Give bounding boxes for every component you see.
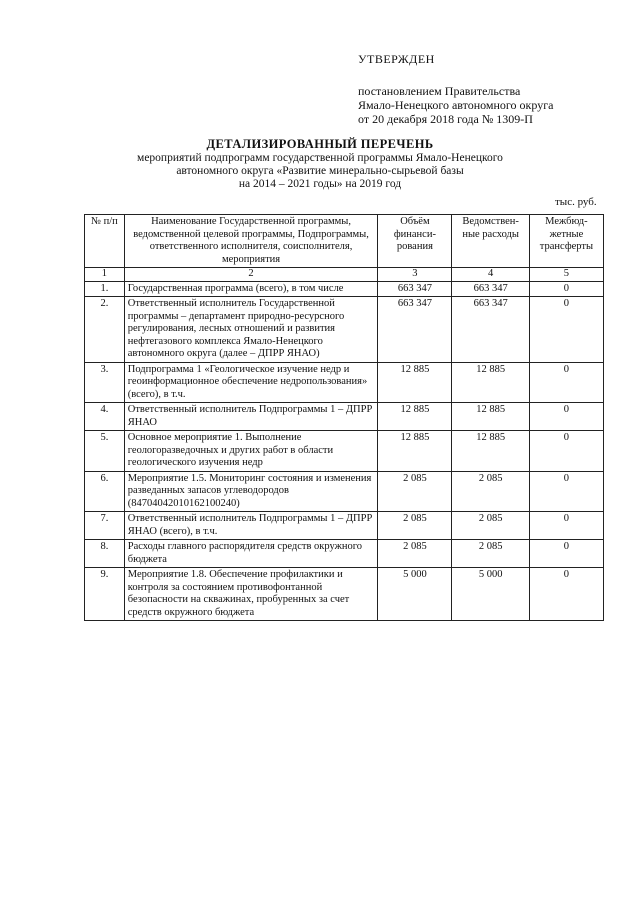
row-number: 5. bbox=[85, 431, 125, 472]
row-volume: 663 347 bbox=[378, 281, 452, 297]
subtitle-line: на 2014 – 2021 годы» на 2019 год bbox=[238, 178, 402, 190]
row-volume: 663 347 bbox=[378, 297, 452, 363]
row-transfers: 0 bbox=[529, 471, 603, 512]
row-number: 8. bbox=[85, 540, 125, 568]
row-departmental: 2 085 bbox=[452, 471, 529, 512]
row-number: 4. bbox=[85, 403, 125, 431]
row-name: Основное мероприятие 1. Выполнение геологоразведочных и других работ в области геологического изучения недр bbox=[124, 431, 378, 472]
row-departmental: 12 885 bbox=[452, 403, 529, 431]
table-row bbox=[85, 362, 604, 403]
approval-line: от 20 декабря 2018 года № 1309-П bbox=[358, 112, 533, 126]
row-departmental: 12 885 bbox=[452, 362, 529, 403]
row-name: Ответственный исполнитель Подпрограммы 1 – ДПРР ЯНАО bbox=[124, 403, 378, 431]
row-number: 1. bbox=[85, 281, 125, 297]
row-departmental: 663 347 bbox=[452, 297, 529, 363]
row-volume: 12 885 bbox=[378, 403, 452, 431]
row-transfers: 0 bbox=[529, 281, 603, 297]
row-departmental: 663 347 bbox=[452, 281, 529, 297]
row-volume: 2 085 bbox=[378, 471, 452, 512]
row-name: Мероприятие 1.5. Мониторинг состояния и изменения разведанных запасов углеводородов (84704042010162100240) bbox=[124, 471, 378, 512]
units-label: тыс. руб. bbox=[555, 196, 597, 208]
row-departmental: 2 085 bbox=[452, 540, 529, 568]
approval-line: Ямало-Ненецкого автономного округа bbox=[358, 98, 554, 112]
header-volume: Объём финанси-рования bbox=[378, 215, 452, 268]
row-number: 2. bbox=[85, 297, 125, 363]
subtitle-line: автономного округа «Развитие минерально-сырьевой базы bbox=[176, 165, 464, 177]
approval-word: УТВЕРЖДЕН bbox=[358, 52, 435, 66]
header-name: Наименование Государственной программы, ведомственной целевой программы, Подпрограммы, ответственного исполнителя, соисполнителя, мероприятия bbox=[124, 215, 378, 268]
row-number: 9. bbox=[85, 568, 125, 621]
row-departmental: 2 085 bbox=[452, 512, 529, 540]
row-departmental: 5 000 bbox=[452, 568, 529, 621]
row-number: 6. bbox=[85, 471, 125, 512]
row-transfers: 0 bbox=[529, 512, 603, 540]
document-title: ДЕТАЛИЗИРОВАННЫЙ ПЕРЕЧЕНЬ bbox=[206, 137, 434, 151]
row-transfers: 0 bbox=[529, 431, 603, 472]
column-index: 3 bbox=[378, 268, 452, 282]
column-index-row bbox=[85, 268, 604, 282]
table-row bbox=[85, 512, 604, 540]
row-volume: 12 885 bbox=[378, 362, 452, 403]
column-index: 5 bbox=[529, 268, 603, 282]
row-number: 3. bbox=[85, 362, 125, 403]
column-index: 1 bbox=[85, 268, 125, 282]
row-volume: 2 085 bbox=[378, 512, 452, 540]
table-row bbox=[85, 281, 604, 297]
table-row bbox=[85, 540, 604, 568]
row-name: Государственная программа (всего), в том числе bbox=[124, 281, 378, 297]
row-volume: 12 885 bbox=[378, 431, 452, 472]
table-header-row bbox=[85, 215, 604, 268]
row-number: 7. bbox=[85, 512, 125, 540]
header-num: № п/п bbox=[85, 215, 125, 268]
column-index: 2 bbox=[124, 268, 378, 282]
row-transfers: 0 bbox=[529, 362, 603, 403]
row-volume: 5 000 bbox=[378, 568, 452, 621]
document-subtitle bbox=[100, 152, 540, 191]
table-row bbox=[85, 568, 604, 621]
row-name: Подпрограмма 1 «Геологическое изучение недр и геоинформационное обеспечение недропользования» (всего), в т.ч. bbox=[124, 362, 378, 403]
row-volume: 2 085 bbox=[378, 540, 452, 568]
row-transfers: 0 bbox=[529, 403, 603, 431]
table-body bbox=[85, 281, 604, 621]
row-transfers: 0 bbox=[529, 540, 603, 568]
row-transfers: 0 bbox=[529, 297, 603, 363]
table-row bbox=[85, 297, 604, 363]
row-name: Расходы главного распорядителя средств окружного бюджета bbox=[124, 540, 378, 568]
approval-line: постановлением Правительства bbox=[358, 84, 521, 98]
row-name: Мероприятие 1.8. Обеспечение профилактики и контроля за состоянием противофонтанной безопасности на скважинах, пробуренных за счет средств окружного бюджета bbox=[124, 568, 378, 621]
header-transfers: Межбюд-жетные трансферты bbox=[529, 215, 603, 268]
header-departmental: Ведомствен-ные расходы bbox=[452, 215, 529, 268]
table-row bbox=[85, 403, 604, 431]
table-row bbox=[85, 431, 604, 472]
measures-table bbox=[84, 214, 604, 621]
table-row bbox=[85, 471, 604, 512]
approval-stamp bbox=[358, 52, 553, 126]
row-name: Ответственный исполнитель Государственной программы – департамент природно-ресурсного регулирования, лесных отношений и развития нефтегазового комплекса Ямало-Ненецкого автономного округа (далее – ДПРР ЯНАО) bbox=[124, 297, 378, 363]
row-departmental: 12 885 bbox=[452, 431, 529, 472]
subtitle-line: мероприятий подпрограмм государственной программы Ямало-Ненецкого bbox=[137, 152, 503, 164]
row-name: Ответственный исполнитель Подпрограммы 1 – ДПРР ЯНАО (всего), в т.ч. bbox=[124, 512, 378, 540]
row-transfers: 0 bbox=[529, 568, 603, 621]
column-index: 4 bbox=[452, 268, 529, 282]
